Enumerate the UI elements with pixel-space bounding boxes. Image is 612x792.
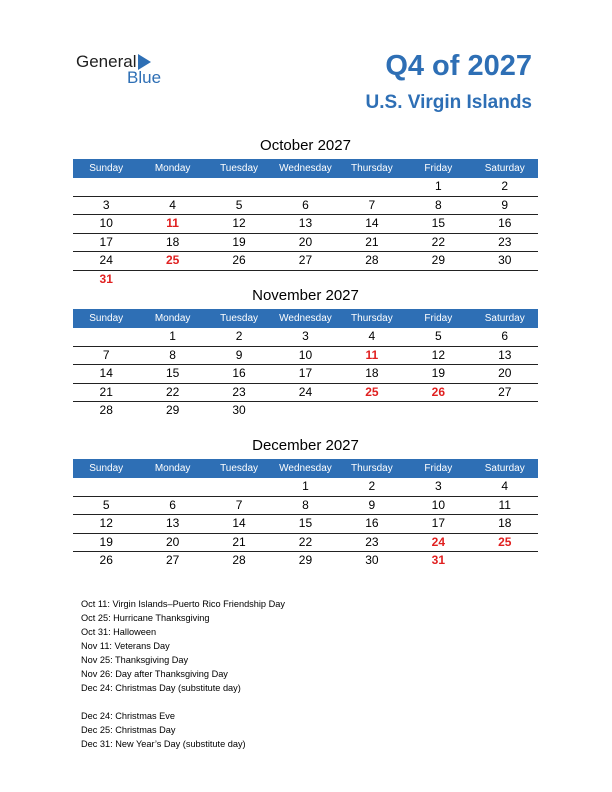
date-cell: 17 <box>431 516 445 530</box>
weekday-header <box>73 309 538 328</box>
date-cell: 23 <box>365 534 379 549</box>
date-cell: 27 <box>498 384 512 399</box>
date-cell <box>472 402 538 420</box>
date-cell: 24 <box>99 253 113 267</box>
date-cell: 3 <box>102 197 110 212</box>
weekday-label: Thursday <box>351 313 393 324</box>
logo-text-general: General <box>76 52 137 71</box>
holiday-note: Dec 24: Christmas Eve <box>81 711 175 721</box>
date-cell: 14 <box>232 516 246 530</box>
weekday-label: Wednesday <box>279 463 332 474</box>
date-cell: 17 <box>99 234 113 249</box>
weekday-label: Saturday <box>484 163 525 174</box>
month-title: November 2027 <box>252 287 359 304</box>
date-cell: 23 <box>498 234 512 249</box>
week-row <box>73 515 538 534</box>
date-cell: 2 <box>501 179 509 193</box>
date-cell <box>139 478 205 496</box>
date-cell: 16 <box>498 216 512 230</box>
weekday-label: Tuesday <box>220 163 259 174</box>
page-subtitle: U.S. Virgin Islands <box>365 92 532 113</box>
holiday-note: Oct 31: Halloween <box>81 627 157 637</box>
date-cell: 9 <box>501 197 509 212</box>
date-cell <box>472 552 538 570</box>
week-row <box>73 347 538 366</box>
date-cell: 18 <box>165 234 180 249</box>
week-row <box>73 234 538 253</box>
date-cell: 2 <box>368 479 376 493</box>
holiday-date: 24 <box>431 534 445 549</box>
weekday-label: Saturday <box>484 463 525 474</box>
week-row <box>73 384 538 403</box>
date-cell: 12 <box>99 516 113 530</box>
date-cell <box>405 402 471 420</box>
date-cell: 14 <box>365 216 379 230</box>
date-cell: 8 <box>302 497 309 512</box>
date-cell: 26 <box>232 253 246 267</box>
holiday-date: 11 <box>166 216 179 230</box>
date-cell: 16 <box>365 516 379 530</box>
date-cell: 1 <box>434 179 442 193</box>
week-row <box>73 552 538 570</box>
date-cell: 6 <box>302 197 309 212</box>
date-cell: 12 <box>431 347 445 362</box>
date-cell <box>139 178 205 196</box>
date-cell: 7 <box>102 347 110 362</box>
week-row <box>73 178 538 197</box>
date-cell <box>73 178 139 196</box>
date-cell: 3 <box>302 329 309 343</box>
date-cell: 5 <box>235 197 243 212</box>
date-cell <box>206 478 272 496</box>
date-cell: 15 <box>298 516 313 530</box>
date-cell: 29 <box>431 253 445 267</box>
date-cell <box>73 328 139 346</box>
weekday-label: Sunday <box>89 163 124 174</box>
date-cell: 22 <box>165 384 180 399</box>
date-cell: 15 <box>165 366 180 380</box>
weekday-label: Tuesday <box>220 463 259 474</box>
date-cell <box>73 478 139 496</box>
holiday-note: Oct 25: Hurricane Thanksgiving <box>81 613 210 623</box>
date-cell: 16 <box>232 366 246 380</box>
week-row <box>73 478 538 497</box>
week-row <box>73 534 538 553</box>
weekday-label: Monday <box>154 163 191 174</box>
month-calendar <box>73 286 538 420</box>
holiday-note: Dec 25: Christmas Day <box>81 725 176 735</box>
date-cell: 30 <box>365 553 379 567</box>
week-row <box>73 365 538 384</box>
holiday-date: 11 <box>365 347 379 362</box>
holiday-date: 31 <box>99 271 113 286</box>
date-cell: 8 <box>169 347 176 362</box>
date-cell: 17 <box>298 366 313 380</box>
date-cell: 23 <box>232 384 246 399</box>
date-cell <box>339 178 405 196</box>
date-cell: 4 <box>169 197 176 212</box>
date-cell: 21 <box>99 384 113 399</box>
date-cell: 15 <box>431 216 445 230</box>
holiday-note: Nov 11: Veterans Day <box>81 641 170 651</box>
date-cell: 11 <box>498 497 511 512</box>
date-cell: 29 <box>165 403 180 417</box>
week-row <box>73 497 538 516</box>
date-cell: 26 <box>99 553 113 567</box>
weekday-label: Tuesday <box>220 313 259 324</box>
logo-text-blue: Blue <box>127 68 162 87</box>
date-cell: 28 <box>99 403 113 417</box>
holiday-note: Dec 31: New Year’s Day (substitute day) <box>81 739 246 749</box>
week-row <box>73 252 538 271</box>
weekday-label: Friday <box>424 163 453 174</box>
weekday-label: Sunday <box>89 313 124 324</box>
month-title: October 2027 <box>260 137 351 154</box>
holiday-notes <box>81 597 285 751</box>
weekday-label: Monday <box>154 313 191 324</box>
holiday-note: Oct 11: Virgin Islands–Puerto Rico Friendship Day <box>81 599 285 609</box>
date-cell <box>272 402 338 420</box>
date-cell: 2 <box>235 329 243 343</box>
date-cell: 6 <box>501 329 509 343</box>
date-cell: 21 <box>365 234 379 249</box>
note-spacer <box>81 695 285 709</box>
date-cell: 27 <box>165 553 180 567</box>
date-cell: 30 <box>498 253 512 267</box>
date-cell: 20 <box>165 534 180 549</box>
date-cell: 18 <box>498 516 512 530</box>
date-cell: 20 <box>298 234 313 249</box>
date-cell: 7 <box>368 197 376 212</box>
date-cell: 13 <box>165 516 180 530</box>
date-cell: 29 <box>298 553 313 567</box>
date-cell: 9 <box>368 497 376 512</box>
holiday-date: 31 <box>431 553 445 567</box>
date-cell: 13 <box>498 347 512 362</box>
weekday-header <box>73 159 538 178</box>
date-cell: 6 <box>169 497 176 512</box>
date-cell: 10 <box>298 347 313 362</box>
date-cell: 19 <box>232 234 246 249</box>
weekday-label: Sunday <box>89 463 124 474</box>
week-row <box>73 215 538 234</box>
date-cell: 18 <box>365 366 379 380</box>
date-cell: 22 <box>431 234 445 249</box>
weekday-label: Wednesday <box>279 313 332 324</box>
weekday-label: Thursday <box>351 163 393 174</box>
date-cell: 14 <box>99 366 113 380</box>
date-cell: 5 <box>102 497 110 512</box>
week-row <box>73 328 538 347</box>
date-cell: 13 <box>298 216 313 230</box>
date-cell: 24 <box>298 384 313 399</box>
date-cell: 10 <box>431 497 445 512</box>
date-cell: 30 <box>232 403 246 417</box>
date-cell: 5 <box>434 329 442 343</box>
month-calendar <box>73 436 538 570</box>
date-cell: 28 <box>232 553 246 567</box>
holiday-date: 26 <box>431 384 445 399</box>
weekday-label: Friday <box>424 313 453 324</box>
date-cell: 20 <box>498 366 512 380</box>
weekday-header <box>73 459 538 478</box>
page-title: Q4 of 2027 <box>385 50 532 82</box>
date-cell: 7 <box>235 497 243 512</box>
week-row <box>73 197 538 216</box>
weekday-label: Monday <box>154 463 191 474</box>
date-cell <box>272 178 338 196</box>
date-cell: 4 <box>501 479 509 493</box>
date-cell <box>339 402 405 420</box>
weekday-label: Friday <box>424 463 453 474</box>
holiday-note: Nov 25: Thanksgiving Day <box>81 655 189 665</box>
date-cell: 1 <box>169 329 176 343</box>
date-cell: 4 <box>368 329 376 343</box>
date-cell: 1 <box>302 479 309 493</box>
date-cell: 19 <box>99 534 113 549</box>
month-calendar <box>73 136 538 288</box>
date-cell: 22 <box>298 534 313 549</box>
date-cell <box>206 178 272 196</box>
holiday-date: 25 <box>365 384 379 399</box>
weekday-label: Saturday <box>484 313 525 324</box>
holiday-note: Dec 24: Christmas Day (substitute day) <box>81 683 241 693</box>
date-cell: 21 <box>232 534 246 549</box>
date-cell: 19 <box>431 366 445 380</box>
generalblue-logo <box>76 52 186 88</box>
month-title: December 2027 <box>252 437 359 454</box>
date-cell: 10 <box>99 216 113 230</box>
weekday-label: Thursday <box>351 463 393 474</box>
date-cell: 9 <box>235 347 243 362</box>
date-cell: 28 <box>365 253 379 267</box>
date-cell: 8 <box>434 197 442 212</box>
holiday-date: 25 <box>498 534 512 549</box>
date-cell: 3 <box>434 479 442 493</box>
holiday-date: 25 <box>165 253 180 267</box>
week-row <box>73 402 538 420</box>
weekday-label: Wednesday <box>279 163 332 174</box>
date-cell: 27 <box>298 253 313 267</box>
holiday-note: Nov 26: Day after Thanksgiving Day <box>81 669 228 679</box>
date-cell: 12 <box>232 216 246 230</box>
